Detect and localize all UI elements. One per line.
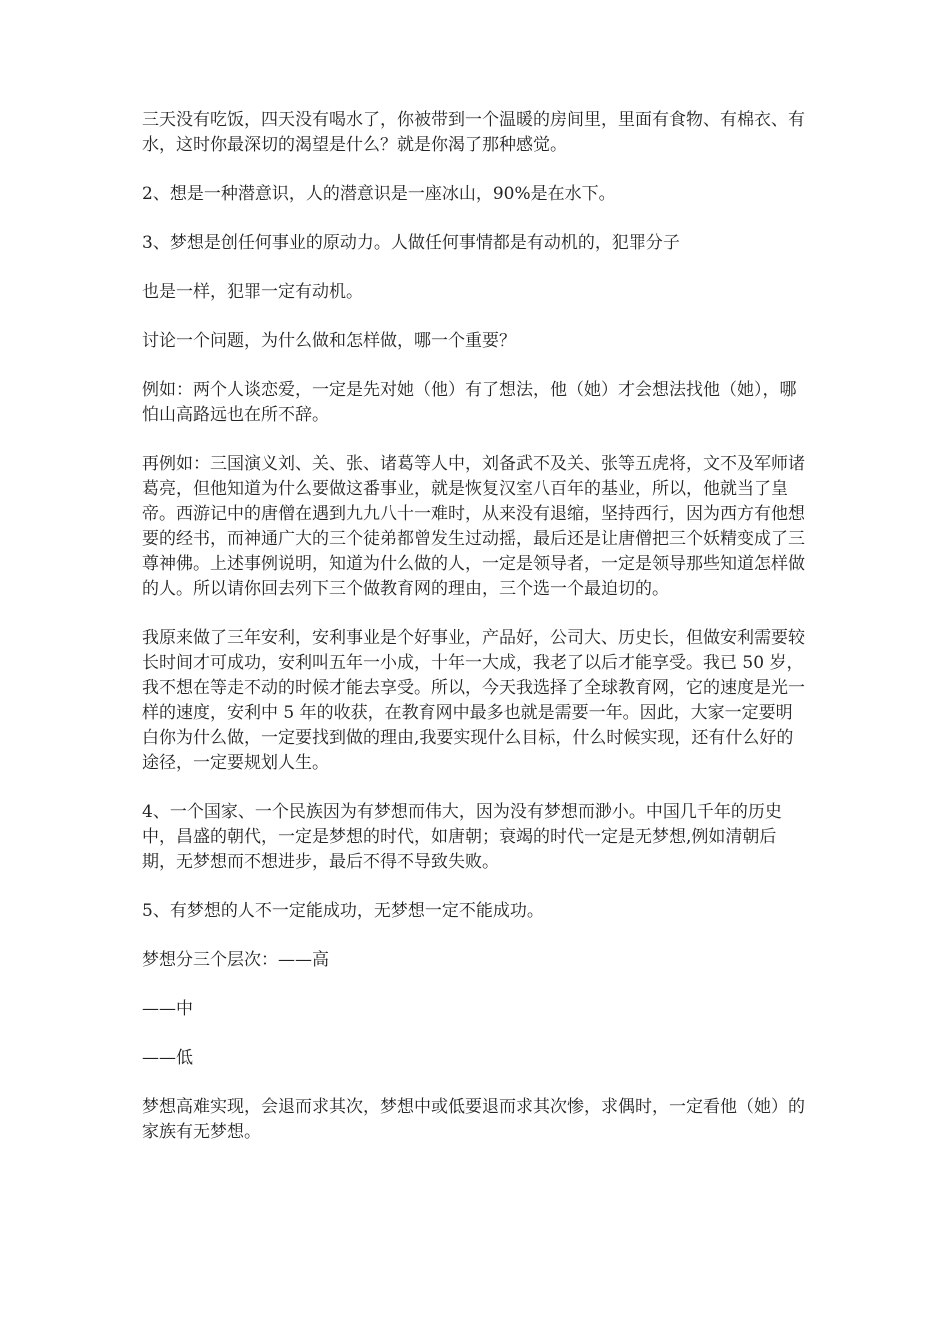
paragraph-point-3-continued: 也是一样，犯罪一定有动机。: [142, 282, 363, 302]
paragraph-example-romance: 例如：两个人谈恋爱，一定是先对她（他）有了想法，他（她）才会想法找他（她），哪怕山高路远也在所不辞。: [142, 380, 797, 425]
paragraph-personal-story: 我原来做了三年安利，安利事业是个好事业，产品好，公司大、历史长，但做安利需要较长时间才可成功，安利叫五年一小成，十年一大成，我老了以后才能享受。我已 50 岁，我不想在等走不动的时候才能去享受。所以，今天我选择了全球教育网，它的速度是光一样的速度，安利中 5 年的收获，在教育网中最多也就是需要一年。因此，大家一定要明白你为什么做，一定要找到做的理由,我要实现什么目标，什么时候实现，还有什么好的途径，一定要规划人生。: [142, 628, 805, 773]
paragraph-levels-high: 梦想分三个层次：——高: [142, 950, 329, 970]
paragraph-example-history: 再例如：三国演义刘、关、张、诸葛等人中，刘备武不及关、张等五虎将，文不及军师诸葛亮，但他知道为什么要做这番事业，就是恢复汉室八百年的基业，所以，他就当了皇帝。西游记中的唐僧在遇到九九八十一难时，从来没有退缩，坚持西行，因为西方有他想要的经书，而神通广大的三个徒弟都曾发生过动摇，最后还是让唐僧把三个妖精变成了三尊神佛。上述事例说明，知道为什么做的人，一定是领导者，一定是领导那些知道怎样做的人。所以请你回去列下三个做教育网的理由，三个选一个最迫切的。: [142, 454, 805, 599]
paragraph-discussion-question: 讨论一个问题，为什么做和怎样做，哪一个重要？: [142, 331, 516, 351]
paragraph-point-5: 5、有梦想的人不一定能成功，无梦想一定不能成功。: [142, 901, 544, 921]
paragraph-levels-low: ——低: [142, 1048, 193, 1068]
paragraph-point-2: 2、想是一种潜意识，人的潜意识是一座冰山，90%是在水下。: [142, 184, 616, 204]
paragraph-hunger-analogy: 三天没有吃饭，四天没有喝水了，你被带到一个温暖的房间里，里面有食物、有棉衣、有水，这时你最深切的渴望是什么？就是你渴了那种感觉。: [142, 110, 805, 155]
paragraph-levels-middle: ——中: [142, 999, 193, 1019]
document-body: [142, 108, 807, 1169]
paragraph-point-3: 3、梦想是创任何事业的原动力。人做任何事情都是有动机的，犯罪分子: [142, 233, 680, 253]
paragraph-point-4: 4、一个国家、一个民族因为有梦想而伟大，因为没有梦想而渺小。中国几千年的历史中，昌盛的朝代，一定是梦想的时代，如唐朝；衰竭的时代一定是无梦想,例如清朝后期，无梦想而不想进步，最后不得不导致失败。: [142, 802, 782, 872]
paragraph-levels-explanation: 梦想高难实现，会退而求其次，梦想中或低要退而求其次惨，求偶时，一定看他（她）的家族有无梦想。: [142, 1097, 805, 1142]
